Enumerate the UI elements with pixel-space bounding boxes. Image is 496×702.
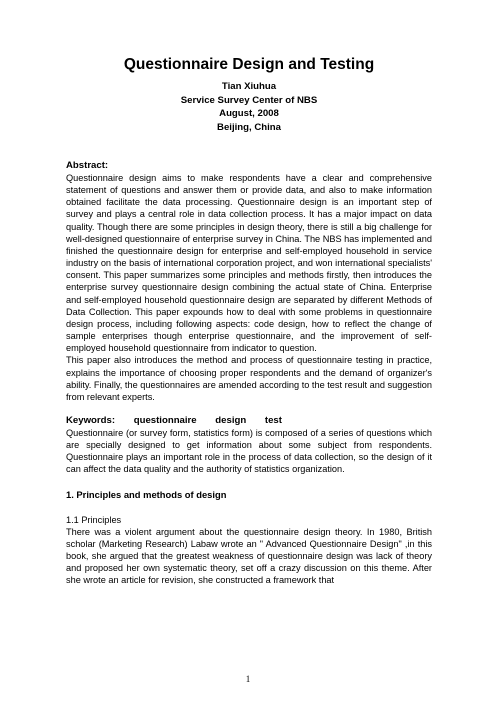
keywords-label: Keywords: [66, 414, 116, 426]
paper-title: Questionnaire Design and Testing [123, 56, 375, 73]
abstract-paragraph-1: Questionnaire design aims to make respondents have a clear and comprehensive statement of questions and answer them or provide data, and also to make information obtained facilitate the data processing. Questionnaire design is an important step of survey and plays a central role in data collection process. It has a major impact on data quality. Though there are some principles in design theory, there is still a big challenge for well-designed questionnaire of enterprise survey in China. The NBS has implemented and finished the questionnaire design for enterprise and self-employed household in service industry on the basis of international corporation project, and won international specialists' consent. This paper summarizes some principles and methods firstly, then introduces the enterprise survey questionnaire design combining the actual state of China. Enterprise and self-employed household questionnaire design are separated by different Methods of Data Collection. This paper expounds how to deal with some problems in questionnaire design process, including following aspects: code design, how to reflect the change of sample enterprises though enterprise questionnaire, and the improvement of self-employed household questionnaire from indicator to question. [66, 173, 433, 354]
keyword-item: design [215, 414, 247, 426]
paper-location: Beijing, China [217, 121, 281, 133]
paper-date: August, 2008 [219, 108, 279, 119]
page-number: 1 [245, 674, 251, 684]
section-paragraph: There was a violent argument about the questionnaire design theory. In 1980, British scholar (Marketing Research) Labaw wrote an " Advanced Questionnaire Design" ,in this book, she argued that the greatest weakness of questionnaire design was lack of theory and proposed her own systematic theory, set off a crazy discussion on this theme. After she wrote an article for revision, she constructed a framework that [66, 526, 432, 586]
keyword-item: test [264, 414, 282, 426]
section-heading: 1. Principles and methods of design [66, 488, 227, 500]
keywords-line [66, 415, 432, 427]
intro-paragraph: Questionnaire (or survey form, statistics form) is composed of a series of questions which are specially designed to get information about some subject from respondents. Questionnaire plays an important role in the process of data collection, so the design of it can affect the data quality and the authority of statistics organization. [66, 427, 432, 475]
subsection-heading: 1.1 Principles [66, 514, 122, 525]
abstract-heading: Abstract: [66, 160, 109, 171]
abstract-paragraph-2: This paper also introduces the method and process of questionnaire testing in practice, explains the importance of choosing proper respondents and the demand of organizer's ability. Finally, the questionnaires are amended according to the test result and suggestion from relevant experts. [66, 355, 432, 402]
page-content [66, 56, 432, 586]
author-name: Tian Xiuhua [221, 81, 277, 92]
author-affiliation: Service Survey Center of NBS [180, 94, 318, 106]
keyword-item: questionnaire [133, 414, 197, 426]
